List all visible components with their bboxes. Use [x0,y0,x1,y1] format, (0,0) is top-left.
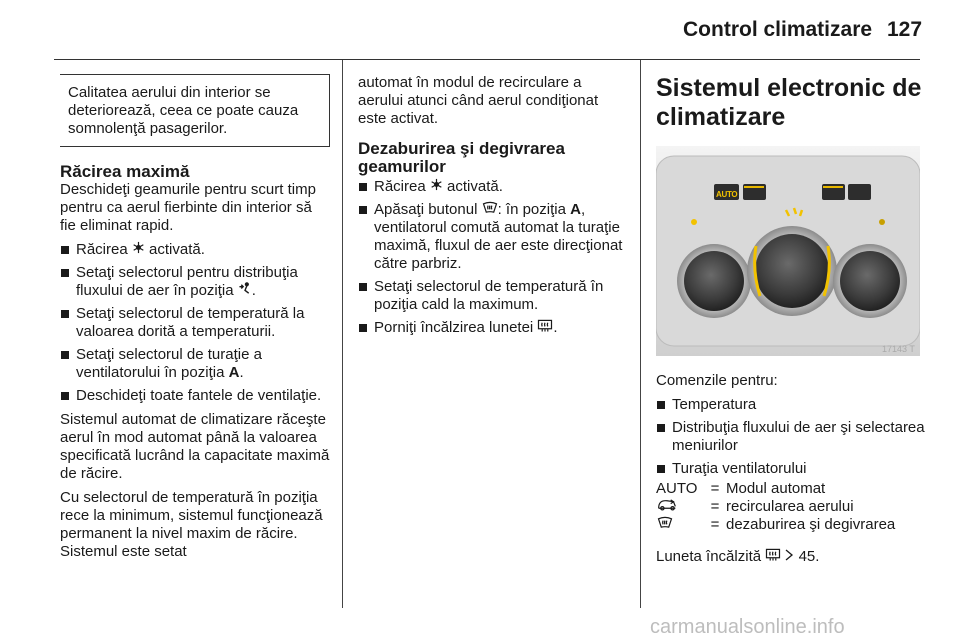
windscreen-defrost-icon [482,201,498,219]
list-item: Setaţi selectorul de temperatură la valoarea dorită a temperaturii. [60,305,330,341]
list-item: Răcirea activată. [358,178,628,196]
list-item: Răcirea activată. [60,241,330,259]
list-item: Porniţi încălzirea lunetei . [358,319,628,337]
continuation-text: automat în modul de recirculare a aerului atunci când aerul condiţionat este activat. [358,74,599,127]
list-item: Temperatura [656,396,926,414]
list-item: Distribuţia fluxului de aer şi selectarea meniurilor [656,419,926,455]
list-item: Setaţi selectorul pentru distribuţia fluxului de aer în poziţia . [60,264,330,300]
air-distribution-icon [238,282,252,300]
figure-id: 17143 T [882,344,915,354]
list-item: Deschideţi toate fantele de ventilaţie. [60,387,330,405]
max-cooling-heading: Răcirea maximă [60,162,190,181]
max-cooling-steps [60,241,330,405]
list-item: Turaţia ventilatorului [656,460,926,478]
section-heading: Sistemul electronic de climatizare [656,74,922,131]
paragraph: Cu selectorul de temperatură în poziţia rece la minimum, sistemul funcţionează permanent la nivel maxim de răcire. Sistemul este setat [60,489,323,560]
rear-window-reference: Luneta încălzită 45. [656,548,820,565]
symbol-legend [656,480,895,534]
rear-window-heat-icon [765,548,781,566]
defog-steps [358,178,628,337]
legend-description: Modul automat [726,480,826,497]
page-reference-link[interactable]: 45. [798,548,820,565]
legend-key: AUTO [656,480,698,497]
legend-row: = dezaburirea şi degivrarea [656,516,895,534]
column-divider-left [342,60,343,608]
left-column [60,74,330,561]
watermark: carmanualsonline.info [650,616,845,638]
legend-row: = recircularea aerului [656,498,895,516]
list-item: Setaţi selectorul de turaţie a ventilatorului în poziţia A. [60,346,330,382]
column-divider-right [640,60,641,608]
note-box: Calitatea aerului din interior se deteriorează, ceea ce poate cauza somnolenţă pasagerilor. [60,74,330,147]
page-header [0,0,960,60]
controls-intro: Comenzile pentru: [656,372,778,389]
controls-list [656,396,926,478]
legend-description: dezaburirea şi degivrarea [726,516,896,533]
header-rule [54,59,920,60]
list-item: Apăsaţi butonul : în poziţia A, ventilatorul comută automat la turaţie maximă, fluxul de aer este direcţionat către parbriz. [358,201,628,273]
snowflake-icon [132,241,145,259]
legend-description: recircularea aerului [726,498,854,515]
page-reference-icon[interactable] [785,548,794,566]
middle-column [358,74,628,337]
page-number: 127 [887,18,923,41]
climate-panel-figure [656,146,920,356]
recirculation-icon [656,498,678,515]
right-column [656,74,926,566]
max-cooling-intro: Deschideţi geamurile pentru scurt timp pentru ca aerul fierbinte din interior să fie eliminat rapid. [60,181,316,234]
climate-panel-illustration [656,146,920,356]
rear-window-heat-icon [537,319,553,337]
windscreen-defrost-icon [656,516,674,533]
legend-row: AUTO = Modul automat [656,480,895,498]
paragraph: Sistemul automat de climatizare răceşte aerul în mod automat până la valoarea specificată lucrând la capacitate maximă de răcire. [60,411,330,482]
auto-button-label: AUTO [716,190,738,199]
list-item: Setaţi selectorul de temperatură în poziţia cald la maximum. [358,278,628,314]
snowflake-icon [430,178,443,196]
defog-heading: Dezaburirea şi degivrarea geamurilor [358,139,565,176]
page-title: Control climatizare [683,18,873,41]
